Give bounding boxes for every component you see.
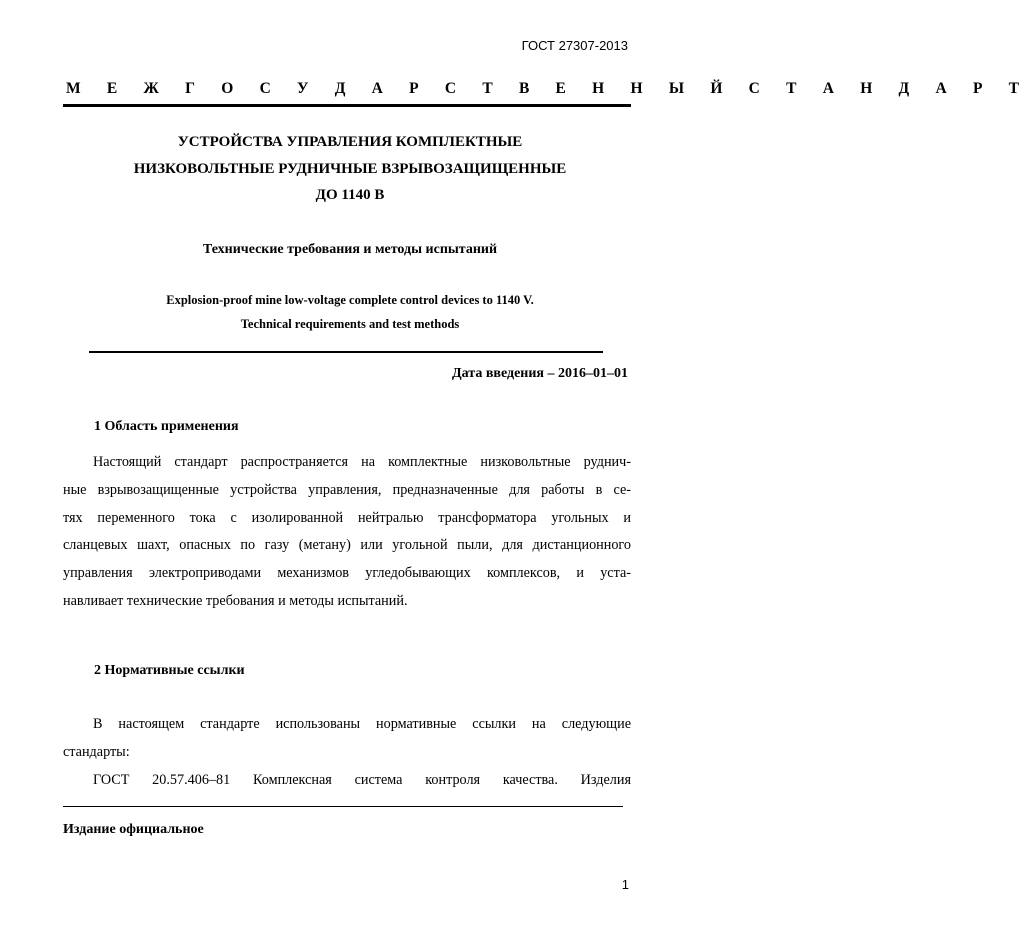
section-2-heading: 2 Нормативные ссылки [94,663,245,678]
paragraph-line: ГОСТ 20.57.406–81 Комплексная система контроля качества. Изделия [93,771,631,788]
paragraph-line: ные взрывозащищенные устройства управления, предназначенные для работы в се- [63,481,631,498]
standard-type-heading: М Е Ж Г О С У Д А Р С Т В Е Н Н Ы Й С Т А Н Д А Р Т [66,80,1030,97]
page-number: 1 [621,877,629,892]
paragraph-line: навливает технические требования и методы испытаний. [63,592,408,609]
title-line-3: ДО 1140 В [315,187,385,203]
document-number: ГОСТ 27307-2013 [521,38,628,53]
title-separator-rule [89,351,603,353]
top-rule [63,104,631,107]
paragraph-line: В настоящем стандарте использованы нормативные ссылки на следующие [93,716,631,732]
introduction-date: Дата введения – 2016–01–01 [452,366,628,381]
paragraph-line: стандарты: [63,743,130,760]
section-1-paragraph [63,449,631,616]
subtitle-russian: Технические требования и методы испытаний [202,242,498,257]
subtitle-english-line-2: Technical requirements and test methods [240,317,460,331]
official-edition-label: Издание официальное [63,822,204,837]
paragraph-line: Настоящий стандарт распространяется на комплектные низковольтные руднич- [93,454,631,470]
title-line-1: УСТРОЙСТВА УПРАВЛЕНИЯ КОМПЛЕКТНЫЕ [177,134,523,150]
footnote-rule [63,806,623,807]
paragraph-line: тях переменного тока с изолированной нейтралью трансформатора угольных и [63,509,631,526]
paragraph-line: сланцевых шахт, опасных по газу (метану) или угольной пыли, для дистанционного [63,537,631,554]
paragraph-line: управления электроприводами механизмов угледобывающих комплексов, и уста- [63,565,631,582]
subtitle-english-line-1: Explosion-proof mine low-voltage complete control devices to 1140 V. [166,293,534,307]
title-line-2: НИЗКОВОЛЬТНЫЕ РУДНИЧНЫЕ ВЗРЫВОЗАЩИЩЕННЫЕ [133,161,567,177]
section-1-heading: 1 Область применения [94,419,239,434]
section-2-paragraph [63,711,631,794]
